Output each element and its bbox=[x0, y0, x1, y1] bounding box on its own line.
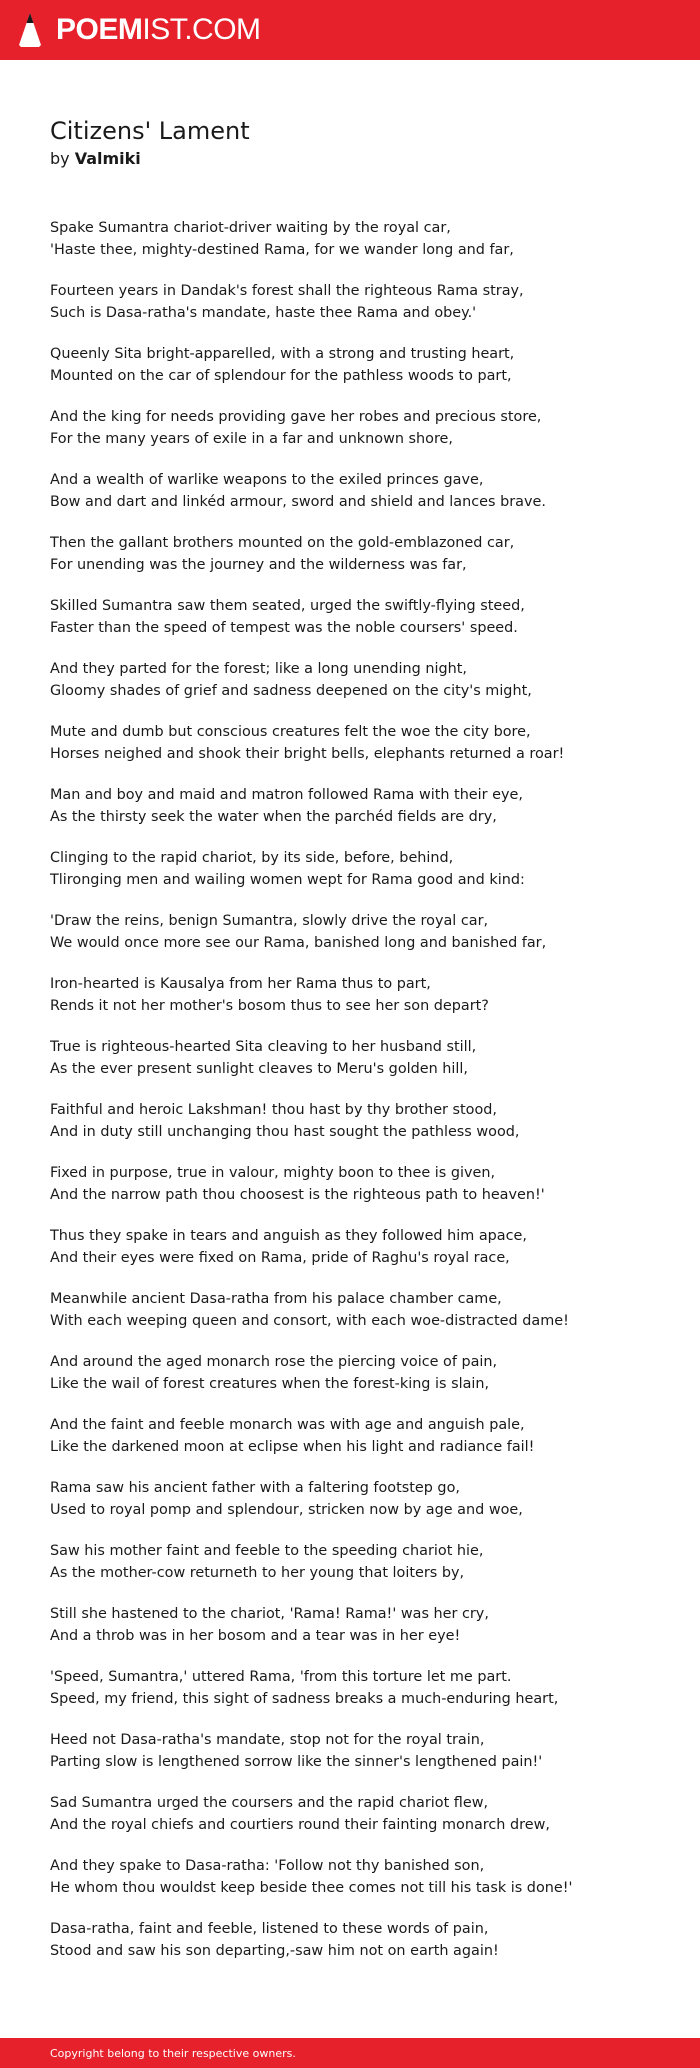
stanza bbox=[50, 1478, 660, 1521]
stanza bbox=[50, 911, 660, 954]
poem-line: For the many years of exile in a far and unknown shore, bbox=[50, 430, 453, 447]
poem-line: As the ever present sunlight cleaves to Meru's golden hill, bbox=[50, 1060, 468, 1077]
stanza bbox=[50, 848, 660, 891]
poem-line: Fixed in purpose, true in valour, mighty boon to thee is given, bbox=[50, 1165, 496, 1181]
stanza bbox=[50, 407, 660, 450]
poem-line: He whom thou wouldst keep beside thee comes not till his task is done!' bbox=[50, 1879, 573, 1896]
poem-line: Faster than the speed of tempest was the noble coursers' speed. bbox=[50, 619, 518, 636]
stanza bbox=[50, 1352, 660, 1395]
poem-line: Fourteen years in Dandak's forest shall the righteous Rama stray, bbox=[50, 283, 524, 299]
poem-line: Mute and dumb but conscious creatures felt the woe the city bore, bbox=[50, 724, 531, 740]
stanza bbox=[50, 974, 660, 1017]
pencil-tip-icon[interactable] bbox=[18, 12, 42, 48]
stanza bbox=[50, 533, 660, 576]
stanza bbox=[50, 470, 660, 513]
poem-line: And a throb was in her bosom and a tear was in her eye! bbox=[50, 1627, 461, 1644]
poem-line: 'Draw the reins, benign Sumantra, slowly drive the royal car, bbox=[50, 913, 489, 929]
poem-line: As the thirsty seek the water when the parchéd fields are dry, bbox=[50, 808, 497, 825]
poem-line: Bow and dart and linkéd armour, sword and shield and lances brave. bbox=[50, 493, 546, 510]
poem-line: Thus they spake in tears and anguish as they followed him apace, bbox=[50, 1228, 527, 1244]
stanza bbox=[50, 281, 660, 324]
poem-line: We would once more see our Rama, banished long and banished far, bbox=[50, 934, 547, 951]
poem-line: Gloomy shades of grief and sadness deepened on the city's might, bbox=[50, 682, 532, 699]
stanza bbox=[50, 1793, 660, 1836]
poem-line: Stood and saw his son departing,-saw him not on earth again! bbox=[50, 1942, 499, 1959]
stanza bbox=[50, 1037, 660, 1080]
site-logo[interactable] bbox=[56, 15, 261, 45]
poem-line: Like the darkened moon at eclipse when his light and radiance fail! bbox=[50, 1438, 535, 1455]
poem-line: Then the gallant brothers mounted on the gold-emblazoned car, bbox=[50, 535, 515, 551]
poem-line: True is righteous-hearted Sita cleaving to her husband still, bbox=[50, 1039, 477, 1055]
poem-line: Such is Dasa-ratha's mandate, haste thee Rama and obey.' bbox=[50, 304, 477, 321]
poem-line: Skilled Sumantra saw them seated, urged the swiftly-flying steed, bbox=[50, 598, 525, 614]
poem-line: Tlironging men and wailing women wept for Rama good and kind: bbox=[50, 871, 525, 888]
poem-line: Saw his mother faint and feeble to the speeding chariot hie, bbox=[50, 1543, 484, 1559]
poem-line: Dasa-ratha, faint and feeble, listened to these words of pain, bbox=[50, 1921, 489, 1937]
poem-line: As the mother-cow returneth to her young that loiters by, bbox=[50, 1564, 465, 1581]
stanza bbox=[50, 785, 660, 828]
poem-line: Sad Sumantra urged the coursers and the rapid chariot flew, bbox=[50, 1795, 489, 1811]
poem-line: And the king for needs providing gave her robes and precious store, bbox=[50, 409, 542, 425]
stanza bbox=[50, 596, 660, 639]
poem-line: And they parted for the forest; like a long unending night, bbox=[50, 661, 467, 677]
poem-line: With each weeping queen and consort, with each woe-distracted dame! bbox=[50, 1312, 569, 1329]
poem-line: Spake Sumantra chariot-driver waiting by the royal car, bbox=[50, 220, 451, 236]
poem-line: Queenly Sita bright-apparelled, with a strong and trusting heart, bbox=[50, 346, 515, 362]
stanza bbox=[50, 659, 660, 702]
poem-line: And a wealth of warlike weapons to the exiled princes gave, bbox=[50, 472, 484, 488]
author-name: Valmiki bbox=[74, 149, 141, 168]
stanza bbox=[50, 1289, 660, 1332]
poem-line: 'Speed, Sumantra,' uttered Rama, 'from this torture let me part. bbox=[50, 1669, 512, 1685]
poem-line: Man and boy and maid and matron followed Rama with their eye, bbox=[50, 787, 523, 803]
poem-line: Meanwhile ancient Dasa-ratha from his palace chamber came, bbox=[50, 1291, 502, 1307]
stanza bbox=[50, 1415, 660, 1458]
logo-light-text: IST.COM bbox=[142, 13, 261, 46]
poem-line: And the faint and feeble monarch was with age and anguish pale, bbox=[50, 1417, 525, 1433]
poem-body bbox=[50, 218, 660, 1982]
logo-bold-text: POEM bbox=[56, 13, 143, 46]
stanza bbox=[50, 1919, 660, 1962]
poem-line: Mounted on the car of splendour for the pathless woods to part, bbox=[50, 367, 512, 384]
poem-line: Rama saw his ancient father with a faltering footstep go, bbox=[50, 1480, 460, 1496]
poem-line: Iron-hearted is Kausalya from her Rama thus to part, bbox=[50, 976, 431, 992]
poem-line: For unending was the journey and the wilderness was far, bbox=[50, 556, 467, 573]
poem-line: Faithful and heroic Lakshman! thou hast by thy brother stood, bbox=[50, 1102, 497, 1118]
poem-line: And the narrow path thou choosest is the righteous path to heaven!' bbox=[50, 1186, 545, 1203]
stanza bbox=[50, 1730, 660, 1773]
poem-line: Rends it not her mother's bosom thus to see her son depart? bbox=[50, 997, 489, 1014]
site-footer bbox=[0, 2038, 700, 2068]
poem-line: Parting slow is lengthened sorrow like the sinner's lengthened pain!' bbox=[50, 1753, 543, 1770]
byline bbox=[50, 148, 250, 170]
by-label: by bbox=[50, 149, 70, 168]
stanza bbox=[50, 722, 660, 765]
page-title: Citizens' Lament bbox=[50, 117, 250, 145]
stanza bbox=[50, 1604, 660, 1647]
stanza bbox=[50, 1226, 660, 1269]
stanza bbox=[50, 1541, 660, 1584]
stanza bbox=[50, 1163, 660, 1206]
poem-header bbox=[50, 116, 250, 170]
poem-line: Used to royal pomp and splendour, stricken now by age and woe, bbox=[50, 1501, 523, 1518]
poem-line: Horses neighed and shook their bright bells, elephants returned a roar! bbox=[50, 745, 565, 762]
poem-line: Speed, my friend, this sight of sadness breaks a much-enduring heart, bbox=[50, 1690, 559, 1707]
poem-line: Heed not Dasa-ratha's mandate, stop not for the royal train, bbox=[50, 1732, 485, 1748]
copyright-notice: Copyright belong to their respective owners. bbox=[50, 2046, 296, 2060]
stanza bbox=[50, 218, 660, 261]
poem-line: And their eyes were fixed on Rama, pride of Raghu's royal race, bbox=[50, 1249, 510, 1266]
stanza bbox=[50, 344, 660, 387]
site-header bbox=[0, 0, 700, 60]
poem-line: Still she hastened to the chariot, 'Rama! Rama!' was her cry, bbox=[50, 1606, 489, 1622]
poem-line: And around the aged monarch rose the piercing voice of pain, bbox=[50, 1354, 498, 1370]
stanza bbox=[50, 1856, 660, 1899]
poem-line: And they spake to Dasa-ratha: 'Follow not thy banished son, bbox=[50, 1858, 485, 1874]
poem-line: Clinging to the rapid chariot, by its side, before, behind, bbox=[50, 850, 454, 866]
poem-line: And in duty still unchanging thou hast sought the pathless wood, bbox=[50, 1123, 520, 1140]
stanza bbox=[50, 1667, 660, 1710]
poem-line: Like the wail of forest creatures when the forest-king is slain, bbox=[50, 1375, 490, 1392]
poem-line: 'Haste thee, mighty-destined Rama, for we wander long and far, bbox=[50, 241, 514, 258]
poem-line: And the royal chiefs and courtiers round their fainting monarch drew, bbox=[50, 1816, 550, 1833]
stanza bbox=[50, 1100, 660, 1143]
